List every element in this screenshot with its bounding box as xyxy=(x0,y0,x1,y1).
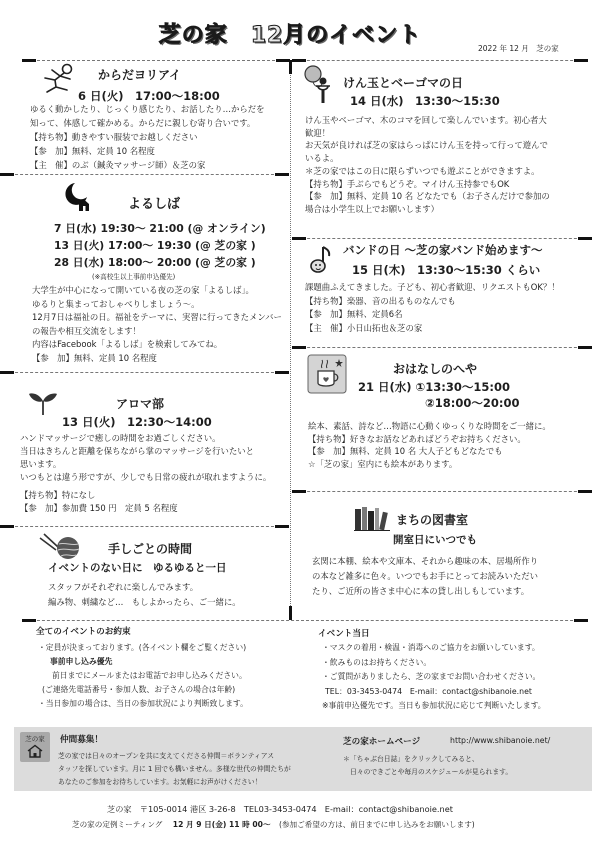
footer-meeting xyxy=(72,819,475,830)
event-date: 7 日(水) 19:30〜 21:00 (@ オンライン) xyxy=(54,222,266,235)
kendama-icon xyxy=(300,64,338,108)
body-line: ゆるりと集まっておしゃべりしましょう〜。 xyxy=(32,298,200,309)
recruit-line: タッフを探しています。月に 1 回でも構いません。多様な世代の仲間たちが xyxy=(58,765,291,773)
note-line: ※事前申込優先です。当日も参加状況に応じて判断いたします。 xyxy=(322,701,546,710)
body-line: 【参 加】無料、定員 10 名 どなたでも（お子さんだけで参加の xyxy=(305,191,550,202)
body-line: 【主 催】小日山拓也＆芝の家 xyxy=(305,322,423,333)
event-title: よるしば xyxy=(128,197,181,212)
divider-left-2 xyxy=(0,372,289,373)
body-line: ゆるく動かしたり、じっくり感じたり、お話したり…からだを xyxy=(30,104,265,114)
rule-advance-label: 事前申し込み優先 xyxy=(50,657,113,666)
event-day-notes xyxy=(322,641,546,714)
books-icon xyxy=(354,505,390,535)
event-description xyxy=(30,102,265,172)
event-title: からだヨリアイ xyxy=(98,68,181,82)
divider-right-1 xyxy=(292,238,592,239)
divider-left-1 xyxy=(0,174,289,175)
body-line: 大学生が中心になって開いている夜の芝の家「よるしば」。 xyxy=(32,285,254,295)
body-line: お天気が良ければ芝の家はらっぱにけん玉を持って行って遊んで xyxy=(305,140,548,151)
stick-figure-icon xyxy=(38,62,78,98)
body-line: ハンドマッサージで癒しの時間をお過ごしください。 xyxy=(20,433,221,443)
info-line: 【参 加】参加費 150 円 定員 5 名程度 xyxy=(20,503,178,513)
body-line: 歓迎！ xyxy=(305,127,331,138)
body-line: 【持ち物】手ぶらでもどうぞ。マイけん玉持参でもOK xyxy=(305,178,510,189)
event-subtitle: イベントのない日に ゆるゆると一日 xyxy=(48,562,227,574)
body-line: けん玉やベーゴマ、木のコマを回して楽しんでいます。初心者大 xyxy=(305,115,547,125)
body-line: ＊芝の家ではこの日に限らずいつでも遊ぶことができますよ。 xyxy=(305,165,540,176)
body-line: ☆「芝の家」室内にも絵本があります。 xyxy=(308,458,458,469)
event-date: 13 日(火) 17:00〜 19:30 (@ 芝の家 ) xyxy=(54,239,256,252)
body-line: いるよ。 xyxy=(305,153,339,164)
issue-date-label: 2022 年 12 月 芝の家 xyxy=(478,44,559,53)
event-date: 28 日(水) 18:00〜 20:00 (@ 芝の家 ) xyxy=(54,256,256,269)
page-title: 芝の家 12月のイベント xyxy=(158,23,422,48)
body-line: いつもとは違う形ですが、少しでも日常の疲れが取れますように。 xyxy=(20,472,272,482)
storybook-cup-icon xyxy=(306,353,348,399)
event-description xyxy=(305,114,550,216)
divider-bottom xyxy=(22,620,588,621)
body-line: 当日はきちんと距離を保ちながら掌のマッサージを行いたいと xyxy=(20,446,254,456)
body-line: 知って、体感して確かめる。からだに親しむ寄り合いです。 xyxy=(30,118,256,128)
body-line: たり、ご近所の皆さま中心に本の貸し出しもしています。 xyxy=(312,586,530,596)
recruit-title: 仲間募集！ xyxy=(60,735,103,745)
event-date: 13 日(火) 12:30〜14:00 xyxy=(62,415,212,429)
footer-address: 芝の家 〒105-0014 港区 3-26-8 TEL03-3453-0474 E-mail：contact@shibanoie.net xyxy=(107,804,453,814)
body-line: 場合は小学生以上でお願いします） xyxy=(305,203,439,214)
body-line: 編み物、刺繍など… もしよかったら、ご一緒に。 xyxy=(48,597,241,607)
event-day-title: イベント当日 xyxy=(318,629,370,639)
priority-note: (※高校生以上事前申込優先) xyxy=(92,273,176,281)
event-description xyxy=(48,580,241,610)
meeting-label: 芝の家の定例ミーティング xyxy=(72,820,163,829)
homepage-label: 芝の家ホームページ xyxy=(343,737,421,747)
event-title: アロマ部 xyxy=(116,397,165,411)
body-line: 玄関に本棚、絵本や文庫本、それから趣味の本、居場所作り xyxy=(312,556,539,566)
logo-text: 芝の家 xyxy=(25,735,45,743)
homepage-line: 日々のできごとや毎月のスケジュールが見られます。 xyxy=(350,768,513,776)
recruit-line: 芝の家では日々のオープンを共に支えてくださる仲間＝ボランティアス xyxy=(58,752,275,760)
body-line: 【参 加】無料、定員 10 名程度 xyxy=(32,352,157,363)
event-title: けん玉とベーゴマの日 xyxy=(343,76,464,90)
body-line: 【持ち物】好きなお話などあればどうぞお持ちください。 xyxy=(308,433,526,444)
meeting-note: (参加ご希望の方は、前日までに申し込みをお願いします) xyxy=(278,820,475,829)
info-line: 【持ち物】特になし xyxy=(20,490,96,500)
rule-contact-detail: (ご連絡先電話番号・参加人数、お子さんの場合は年齢) xyxy=(42,685,236,694)
body-line: 絵本、素話、詩など…物語に心動くゆっくりな時間をご一緒に。 xyxy=(308,421,551,431)
note-line: ・飲みものはお持ちください。 xyxy=(322,657,432,667)
rule-advance-detail: 前日までにメールまたはお電話でお申し込みください。 xyxy=(52,671,247,680)
homepage-url: http://www.shibanoie.net/ xyxy=(450,736,551,745)
note-line: ・ご質問がありましたら、芝の家までお問い合わせください。 xyxy=(322,672,541,681)
event-time: 21 日(水) ①13:30〜15:00 xyxy=(358,380,510,394)
contact-line: TEL：03-3453-0474 E-mail：contact@shibanoie.net xyxy=(325,686,532,696)
shibanoie-logo xyxy=(20,732,50,762)
moon-house-icon xyxy=(62,180,92,216)
event-subtitle: 開室日にいつでも xyxy=(393,534,477,546)
body-line: 思います。 xyxy=(20,459,62,469)
body-line: 【持ち物】楽器、音の出るものなんでも xyxy=(305,295,456,306)
event-description xyxy=(32,284,282,365)
homepage-note xyxy=(343,753,512,779)
event-info xyxy=(20,489,178,515)
body-line: 課題曲ふえてきました。子ども、初心者歓迎、リクエストもOK？！ xyxy=(305,282,560,292)
event-date: 14 日(水) 13:30〜15:30 xyxy=(350,94,500,108)
event-description xyxy=(308,420,551,470)
rule-capacity: ・定員が決まっております。(各イベント欄をご覧ください) xyxy=(38,643,247,652)
body-line: 内容はFacebook「よるしば」を検索してみてね。 xyxy=(32,339,223,349)
divider-top-right xyxy=(292,60,588,61)
column-divider xyxy=(290,60,291,620)
meeting-date: 12 月 9 日(金) 11 時 00〜 xyxy=(172,820,271,829)
divider-right-3 xyxy=(292,491,592,492)
note-line: ・マスクの着用・検温・消毒へのご協力をお願いしています。 xyxy=(322,643,540,652)
body-line: の本など雑多に色々。いつでもお手にとってお読みいただい xyxy=(312,571,538,581)
body-line: 【参 加】無料、定員6名 xyxy=(305,309,403,319)
sprout-icon xyxy=(28,388,58,420)
event-title: 手しごとの時間 xyxy=(108,542,193,556)
recruit-line: あなたのご参加をお待ちしています。お気軽にお声がけください！ xyxy=(58,778,262,786)
body-line: の報告や相互交流をします！ xyxy=(32,325,141,336)
event-description xyxy=(312,554,538,599)
divider-top-left xyxy=(22,60,290,61)
event-title: おはなしのへや xyxy=(393,362,478,376)
event-description xyxy=(20,432,271,484)
event-time: ②18:00〜20:00 xyxy=(425,396,520,410)
event-description xyxy=(305,281,560,335)
event-title: バンドの日 〜芝の家バンド始めます〜 xyxy=(343,243,543,257)
body-line: 12月7日は福祉の日。福祉をテーマに、実習に行ってきたメンバー xyxy=(32,312,282,322)
event-date: 6 日(火) 17:00〜18:00 xyxy=(78,89,220,103)
divider-right-2 xyxy=(292,347,592,348)
recruit-description xyxy=(58,750,291,789)
body-line: 【持ち物】動きやすい服装でお越しください xyxy=(30,132,198,142)
body-line: 【主 催】のぶ（鍼灸マッサージ師）＆芝の家 xyxy=(30,160,206,170)
rule-same-day: ・当日参加の場合は、当日の参加状況により判断致します。 xyxy=(38,699,248,708)
music-note-icon xyxy=(308,244,334,278)
body-line: スタッフがそれぞれに楽しんでみます。 xyxy=(48,582,199,592)
body-line: 【参 加】無料、定員 10 名程度 xyxy=(30,146,155,156)
event-date: 15 日(木) 13:30〜15:30 くらい xyxy=(352,263,541,277)
rules-title: 全てのイベントのお約束 xyxy=(36,627,131,637)
homepage-line: ＊「ちゃぶ台日誌」をクリックしてみると、 xyxy=(343,755,479,763)
event-title: まちの図書室 xyxy=(396,513,469,527)
body-line: 【参 加】無料、定員 10 名 大人子どもどなたでも xyxy=(308,446,503,456)
divider-left-3 xyxy=(0,526,289,527)
event-dates xyxy=(54,220,266,271)
house-icon xyxy=(26,743,44,762)
